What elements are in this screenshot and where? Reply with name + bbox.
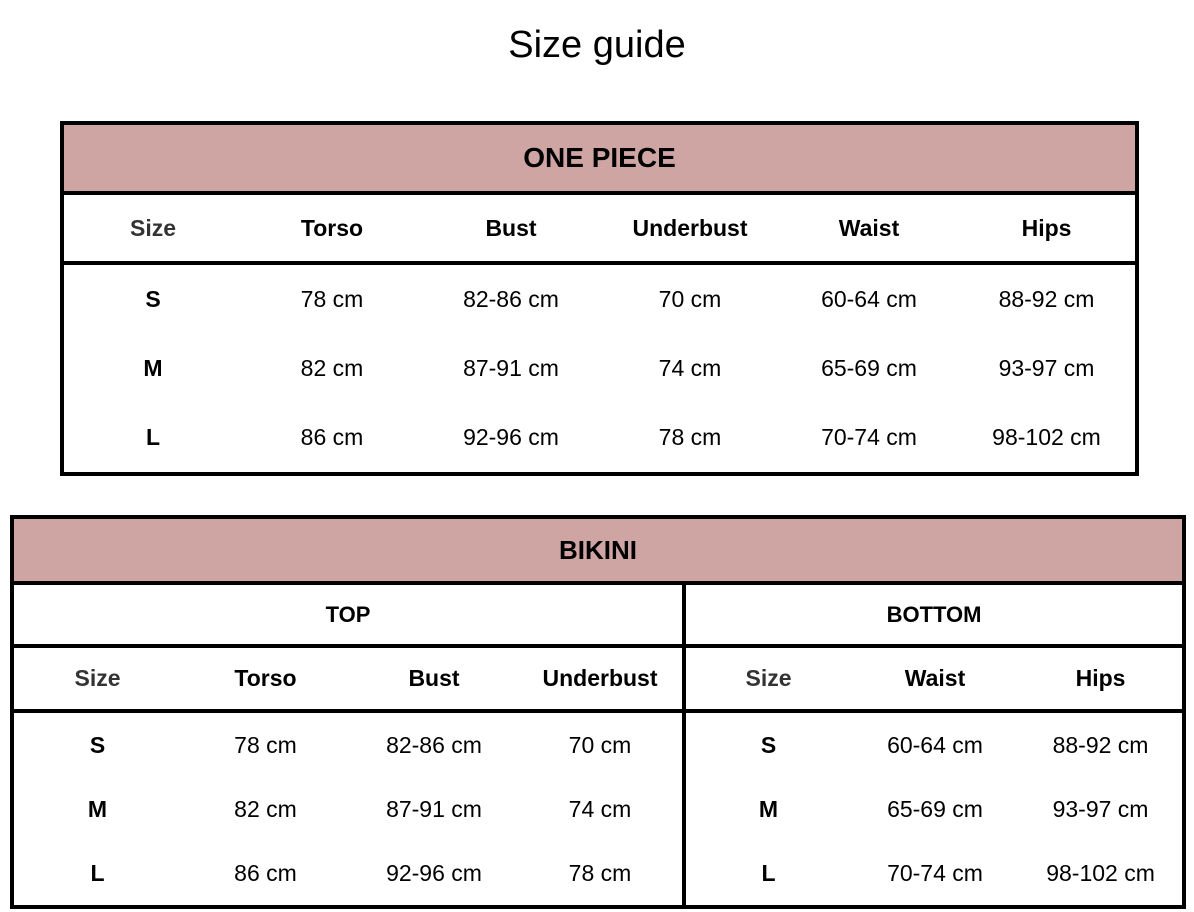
underbust-cell: 78 cm <box>658 424 722 450</box>
bottom-column-header-hips: Hips <box>1019 646 1184 711</box>
top-size-cell: L <box>90 859 105 886</box>
bottom-size-cell: M <box>684 777 851 841</box>
underbust-cell: 70 cm <box>658 286 722 312</box>
top-column-header-bust: Bust <box>350 646 518 711</box>
top-column-header-size: Size <box>12 646 181 711</box>
waist-cell: 65-69 cm <box>821 355 917 381</box>
bikini-size-table <box>10 515 1186 909</box>
bust-cell: 82-86 cm <box>463 286 559 312</box>
underbust-cell: 74 cm <box>658 355 722 381</box>
top-column-header-torso: Torso <box>181 646 350 711</box>
one-piece-heading: ONE PIECE <box>62 123 1137 193</box>
top-size-cell: S <box>89 731 106 758</box>
top-torso-cell: 86 cm <box>234 859 297 886</box>
waist-cell: 60-64 cm <box>821 286 917 312</box>
hips-cell: 88-92 cm <box>998 286 1095 312</box>
hips-cell: 98-102 cm <box>992 424 1101 450</box>
table-row <box>12 711 1184 777</box>
bottom-column-header-waist: Waist <box>851 646 1019 711</box>
bottom-hips-cell: 88-92 cm <box>1052 731 1149 758</box>
bikini-heading: BIKINI <box>12 517 1184 583</box>
top-underbust-cell: 70 cm <box>568 731 632 758</box>
one-piece-size-table <box>60 121 1139 476</box>
top-bust-cell: 92-96 cm <box>386 859 482 886</box>
bottom-waist-cell: 60-64 cm <box>887 731 983 758</box>
column-header-underbust: Underbust <box>600 193 780 263</box>
column-header-bust: Bust <box>422 193 600 263</box>
torso-cell: 78 cm <box>300 286 364 312</box>
top-size-cell: M <box>87 795 108 822</box>
page-title: Size guide <box>508 24 686 66</box>
bottom-hips-cell: 98-102 cm <box>1046 859 1155 886</box>
table-row <box>62 263 1137 334</box>
bikini-top-heading: TOP <box>12 583 684 646</box>
bottom-size-cell: L <box>684 841 851 907</box>
top-bust-cell: 82-86 cm <box>386 731 482 758</box>
size-cell: L <box>145 424 161 450</box>
bikini-bottom-heading: BOTTOM <box>684 583 1184 646</box>
table-row <box>12 777 1184 841</box>
top-torso-cell: 78 cm <box>234 731 297 758</box>
table-row <box>12 841 1184 907</box>
size-cell: M <box>143 355 163 381</box>
top-underbust-cell: 78 cm <box>568 859 632 886</box>
waist-cell: 70-74 cm <box>821 424 917 450</box>
bottom-waist-cell: 65-69 cm <box>887 795 983 822</box>
table-row <box>62 334 1137 403</box>
size-cell: S <box>145 286 161 312</box>
column-header-torso: Torso <box>242 193 422 263</box>
top-bust-cell: 87-91 cm <box>386 795 482 822</box>
column-header-hips: Hips <box>958 193 1137 263</box>
top-column-header-underbust: Underbust <box>518 646 684 711</box>
bottom-column-header-size: Size <box>684 646 851 711</box>
bottom-waist-cell: 70-74 cm <box>887 859 983 886</box>
bottom-hips-cell: 93-97 cm <box>1052 795 1149 822</box>
column-header-size: Size <box>62 193 242 263</box>
torso-cell: 86 cm <box>300 424 364 450</box>
bottom-size-cell: S <box>684 711 851 777</box>
hips-cell: 93-97 cm <box>998 355 1095 381</box>
table-row <box>62 403 1137 474</box>
torso-cell: 82 cm <box>300 355 364 381</box>
bust-cell: 92-96 cm <box>463 424 559 450</box>
top-torso-cell: 82 cm <box>234 795 297 822</box>
column-header-waist: Waist <box>780 193 958 263</box>
top-underbust-cell: 74 cm <box>568 795 632 822</box>
bust-cell: 87-91 cm <box>463 355 559 381</box>
